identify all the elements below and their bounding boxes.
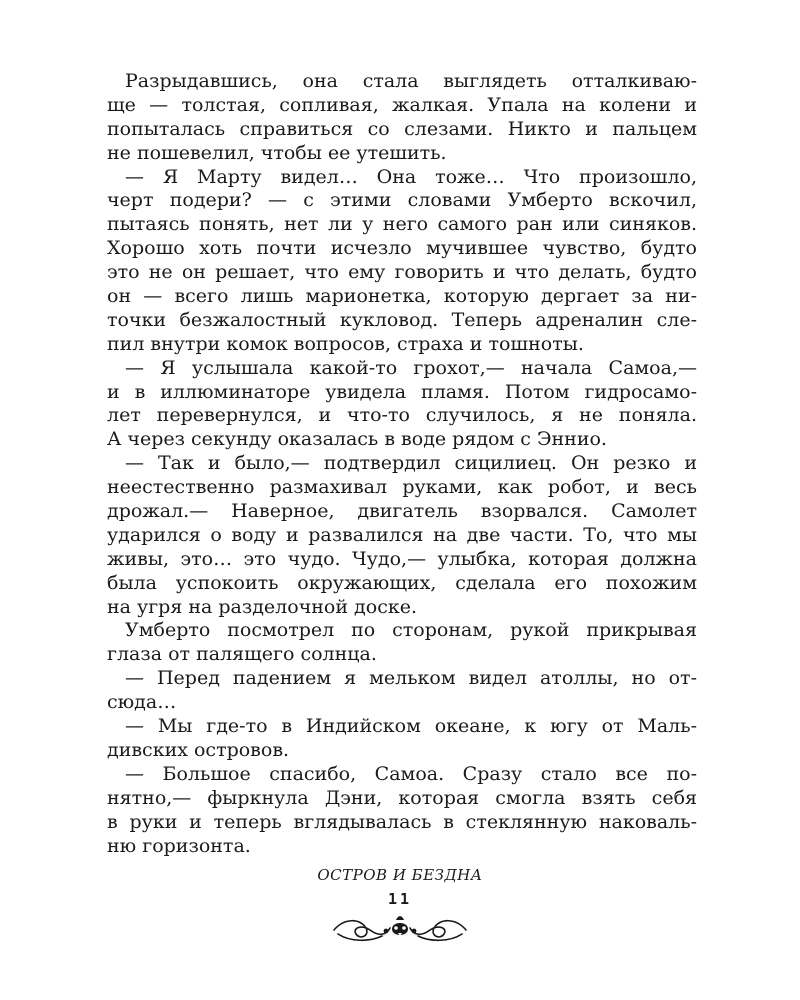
text-line: не пошевелил, чтобы ее утешить. [107,141,447,164]
text-line: пил внутри комок вопросов, страха и тошноты. [107,332,584,355]
text-line: и в иллюминаторе увидела пламя. Потом гидросамо- [107,380,697,403]
text-line: живы, это… это чудо. Чудо,— улыбка, которая должна [107,547,697,570]
text-line: Умберто посмотрел по сторонам, рукой прикрывая [125,619,697,642]
text-line: это не он решает, что ему говорить и что делать, будто [107,261,697,284]
text-line: точки безжалостный кукловод. Теперь адреналин сле- [107,308,697,331]
text-line: — Я услышала какой-то грохот,— начала Самоа,— [125,356,697,379]
text-line: нятно,— фыркнула Дэни, которая смогла взять себя [107,786,697,809]
body-text [107,70,697,858]
text-line: лет перевернулся, и что-то случилось, я не поняла. [107,404,697,427]
running-footer-title: ОСТРОВ И БЕЗДНА [317,866,483,884]
text-line: — Мы где-то в Индийском океане, к югу от Маль- [125,715,697,738]
text-line: — Так и было,— подтвердил сицилиец. Он резко и [125,452,697,475]
text-line: Разрыдавшись, она стала выглядеть отталкиваю- [125,70,697,92]
text-line: ню горизонта. [107,834,251,857]
text-line: пытаясь понять, нет ли у него самого ран или синяков. [107,213,697,236]
text-line: — Я Марту видел… Она тоже… Что произошло, [125,165,697,188]
text-line: Хорошо хоть почти исчезло мучившее чувство, будто [107,237,697,260]
text-line: была успокоить окружающих, сделала его похожим [107,571,697,594]
text-line: ще — толстая, сопливая, жалкая. Упала на колени и [107,93,697,116]
text-line: попыталась справиться со слезами. Никто и пальцем [107,117,697,140]
decorative-flourish-icon [330,912,470,946]
text-line: он — всего лишь марионетка, которую дергает за ни- [107,285,697,308]
text-line: А через секунду оказалась в воде рядом с Эннио. [107,428,607,451]
text-line: дивских островов. [107,738,290,761]
text-line: дрожал.— Наверное, двигатель взорвался. Самолет [107,500,697,523]
text-line: — Перед падением я мельком видел атоллы, но от- [125,667,697,690]
text-line: черт подери? — с этими словами Умберто вскочил, [107,189,697,212]
text-line: — Большое спасибо, Самоа. Сразу стало все по- [125,762,697,785]
text-line: сюда… [107,691,177,714]
text-line: в руки и теперь вглядывалась в стеклянную наковаль- [107,810,697,833]
text-line: ударился о воду и развалился на две части. То, что мы [107,523,697,546]
text-line: неестественно размахивал руками, как робот, и весь [107,476,697,499]
text-line: на угря на разделочной доске. [107,595,417,618]
page-number: 11 [387,890,413,908]
text-line: глаза от палящего солнца. [107,643,377,666]
